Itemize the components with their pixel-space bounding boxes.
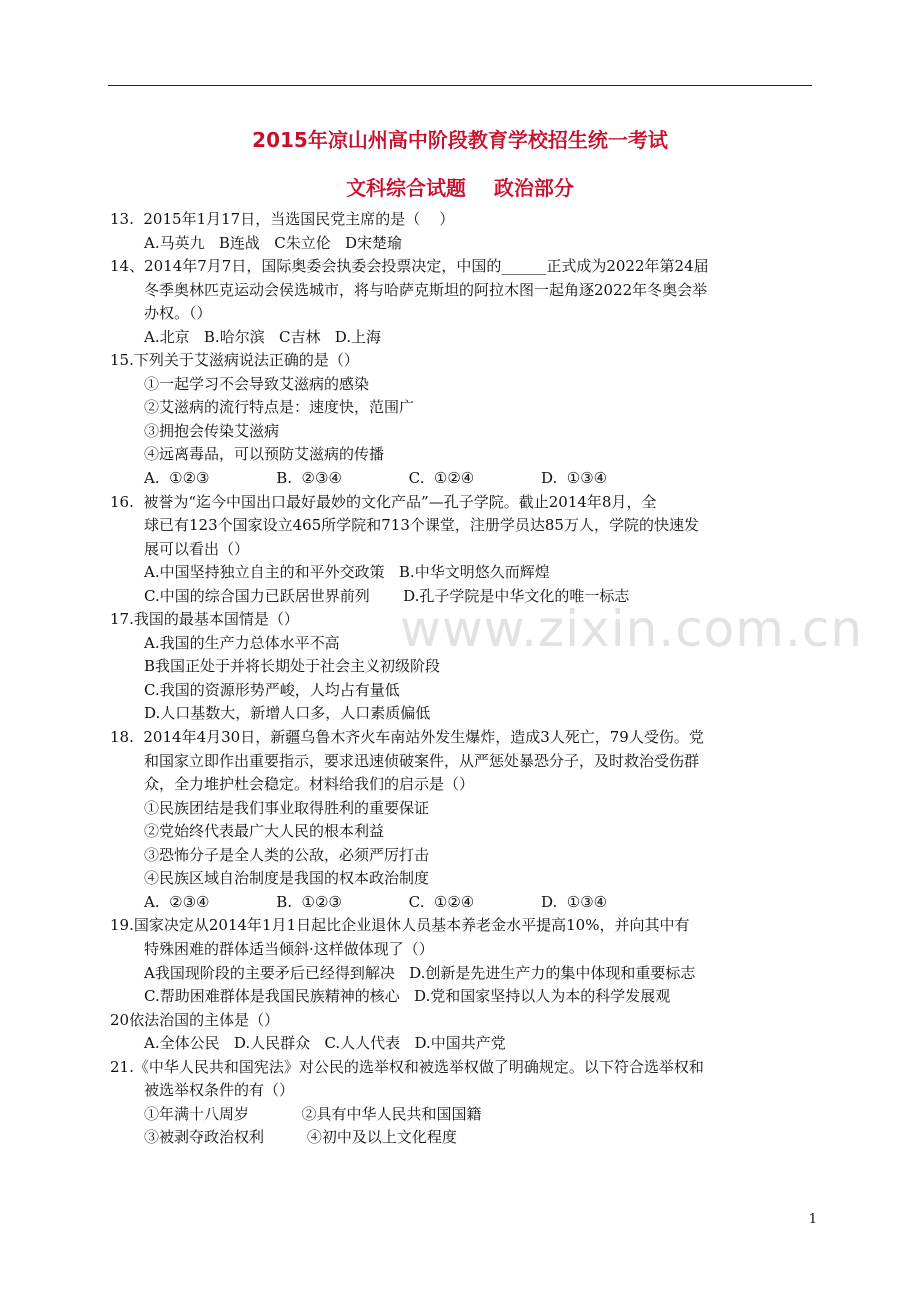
- line-q17-A: A.我国的生产力总体水平不高: [144, 633, 340, 652]
- line-q18-s3: ③恐怖分子是全人类的公敌，必须严厉打击: [144, 845, 430, 864]
- exam-subtitle: 文科综合试题 政治部分: [346, 176, 574, 200]
- line-q21-s34: ③被剥夺政治权利 ④初中及以上文化程度: [144, 1128, 457, 1147]
- header-rule: [108, 85, 812, 86]
- question-list: [110, 208, 810, 1150]
- line-q19-optAB: A我国现阶段的主要矛后已经得到解决 D.创新是先进生产力的集中体现和重要标志: [144, 963, 696, 982]
- line-q18: 18. 2014年4月30日，新疆乌鲁木齐火车南站外发生爆炸，造成3人死亡，79人受伤。党: [110, 728, 704, 747]
- line-q19-cont1: 特殊困难的群体适当倾斜·这样做体现了（）: [144, 939, 434, 958]
- line-q18-cont2: 众，全力堆护杜会稳定。材料给我们的启示是（）: [144, 775, 475, 794]
- line-q15-s1: ①一起学习不会导致艾滋病的感染: [144, 374, 370, 393]
- line-q17-C: C.我国的资源形势严峻，人均占有量低: [144, 680, 400, 699]
- line-q18-cont1: 和国家立即作出重要指示，要求迅速侦破案件，从严惩处暴恐分子，及时救治受伤群: [144, 751, 700, 770]
- line-q17-D: D.人口基数大，新增人口多，人口素质偏低: [144, 704, 431, 723]
- line-q14-opts: A.北京 B.哈尔滨 C吉林 D.上海: [144, 327, 382, 346]
- line-q15-s2: ②艾滋病的流行特点是：速度快，范围广: [144, 398, 415, 417]
- line-q18-opts: A. ②③④ B. ①②③ C. ①②④ D. ①③④: [144, 892, 608, 911]
- line-q16: 16. 被誉为“迄今中国出口最好最妙的文化产品”—孔子学院。截止2014年8月，全: [110, 492, 657, 511]
- line-q21-s12: ①年满十八周岁 ②具有中华人民共和国国籍: [144, 1104, 482, 1123]
- line-q15-s3: ③拥抱会传染艾滋病: [144, 421, 280, 440]
- line-q21: 21.《中华人民共和国宪法》对公民的选举权和被选举权做了明确规定。以下符合选举权和: [110, 1057, 704, 1076]
- line-q16-optAB: A.中国坚持独立自主的和平外交政策 B.中华文明悠久而辉煌: [144, 563, 550, 582]
- line-q17-B: B我国正处于并将长期处于社会主义初级阶段: [144, 657, 441, 676]
- exam-title: 2015年凉山州高中阶段教育学校招生统一考试: [252, 128, 668, 152]
- line-q14-cont1: 冬季奥林匹克运动会侯选城市，将与哈萨克斯坦的阿拉木图一起角逐2022年冬奥会举: [144, 280, 708, 299]
- line-q16-cont1: 球已有123个国家设立465所学院和713个课堂，注册学员达85万人，学院的快速发: [144, 516, 699, 535]
- line-q14-cont2: 办权。（）: [144, 304, 212, 323]
- line-q16-optCD: C.中国的综合国力已跃居世界前列 D.孔子学院是中华文化的唯一标志: [144, 586, 630, 605]
- line-q17: 17.我国的最基本国情是（）: [110, 610, 299, 629]
- line-q20-opts: A.全体公民 D.人民群众 C.人人代表 D.中国共产党: [144, 1034, 506, 1053]
- line-q18-s4: ④民族区域自治制度是我国的权本政治制度: [144, 869, 430, 888]
- line-q14: 14、2014年7月7日，国际奥委会执委会投票决定，中国的______正式成为2022年第24届: [110, 257, 709, 276]
- line-q20: 20依法治国的主体是（）: [110, 1010, 280, 1029]
- watermark-text: www.zixin.com.cn: [400, 600, 864, 658]
- line-q15-opts: A. ①②③ B. ②③④ C. ①②④ D. ①③④: [144, 469, 608, 488]
- line-q15: 15.下列关于艾滋病说法正确的是（）: [110, 351, 359, 370]
- line-q19-optCD: C.帮助困难群体是我国民族精神的核心 D.党和国家坚持以人为本的科学发展观: [144, 987, 671, 1006]
- line-q18-s2: ②党始终代表最广大人民的根本利益: [144, 822, 385, 841]
- line-q18-s1: ①民族团结是我们事业取得胜利的重要保证: [144, 798, 430, 817]
- page-number: 1: [808, 1212, 817, 1227]
- line-q13-opts: A.马英九 B连战 C朱立伦 D宋楚瑜: [144, 233, 403, 252]
- line-q16-cont2: 展可以看出（）: [144, 539, 250, 558]
- line-q15-s4: ④远离毒品，可以预防艾滋病的传播: [144, 445, 385, 464]
- line-q19: 19.国家决定从2014年1月1日起比企业退休人员基本养老金水平提高10%，并向其中有: [110, 916, 690, 935]
- line-q13: 13. 2015年1月17日，当选国民党主席的是（ ）: [110, 210, 455, 228]
- line-q21-cont1: 被选举权条件的有（）: [144, 1081, 295, 1100]
